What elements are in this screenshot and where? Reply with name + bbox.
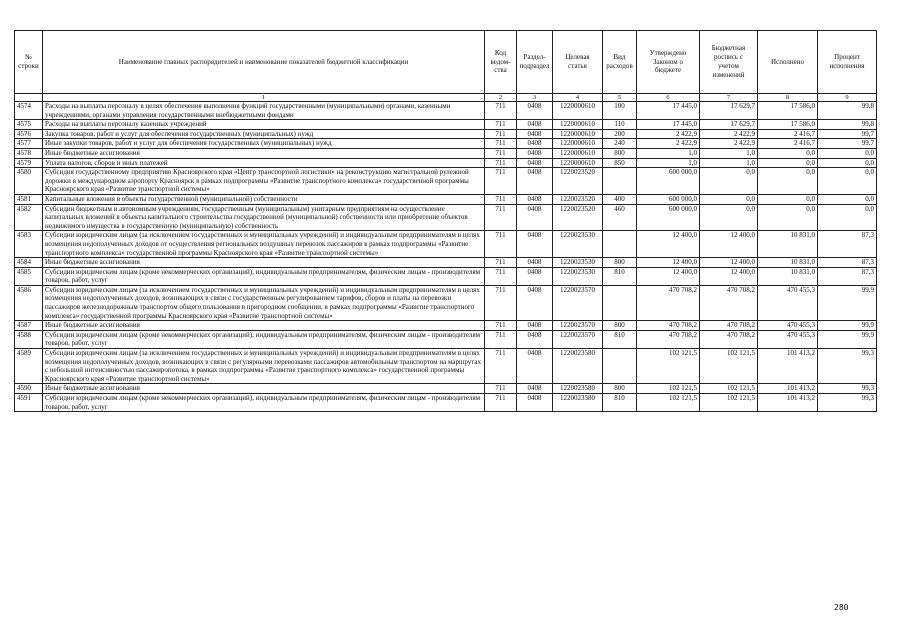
row-approved: 17 445,0	[637, 120, 700, 130]
row-target-article: 1220023530	[553, 231, 603, 258]
table-row	[15, 194, 877, 204]
row-approved: 600 000,0	[637, 194, 700, 204]
row-target-article: 1220023570	[553, 285, 603, 320]
column-number: 2	[485, 94, 517, 102]
row-department-code: 711	[485, 321, 517, 331]
row-number: 4578	[15, 148, 43, 158]
table-row	[15, 120, 877, 130]
row-execution: 0,0	[758, 158, 818, 168]
row-budget-schedule: 0,0	[700, 168, 758, 195]
row-section: 0408	[517, 194, 553, 204]
row-name: Иные бюджетные ассигнования	[43, 384, 485, 394]
row-execution: 17 586,0	[758, 120, 818, 130]
row-budget-schedule: 12 400,0	[700, 258, 758, 268]
row-number: 4577	[15, 139, 43, 149]
row-section: 0408	[517, 168, 553, 195]
row-expense-type: 800	[603, 321, 637, 331]
row-execution: 2 416,7	[758, 129, 818, 139]
row-department-code: 711	[485, 129, 517, 139]
table-row	[15, 139, 877, 149]
row-budget-schedule: 12 400,0	[700, 267, 758, 285]
row-percent: 99,9	[818, 285, 877, 320]
row-execution: 101 413,2	[758, 394, 818, 412]
row-budget-schedule: 470 708,2	[700, 330, 758, 348]
budget-table-page	[14, 30, 877, 412]
row-section: 0408	[517, 129, 553, 139]
row-name: Иные бюджетные ассигнования	[43, 258, 485, 268]
row-target-article: 1220023570	[553, 330, 603, 348]
row-approved: 470 708,2	[637, 285, 700, 320]
row-execution: 0,0	[758, 168, 818, 195]
row-number: 4584	[15, 258, 43, 268]
row-department-code: 711	[485, 102, 517, 120]
row-number: 4579	[15, 158, 43, 168]
row-budget-schedule: 17 629,7	[700, 102, 758, 120]
row-expense-type: 800	[603, 258, 637, 268]
row-execution: 17 586,0	[758, 102, 818, 120]
row-expense-type: 800	[603, 384, 637, 394]
row-execution: 470 455,3	[758, 330, 818, 348]
row-expense-type: 460	[603, 204, 637, 231]
row-budget-schedule: 470 708,2	[700, 321, 758, 331]
row-section: 0408	[517, 330, 553, 348]
row-name: Иные бюджетные ассигнования	[43, 321, 485, 331]
column-number: 9	[818, 94, 877, 102]
row-name: Субсидии юридическим лицам (кроме некоммерческих организаций), индивидуальным предпринимателям, физическим лицам - производителям товаров, работ, услуг	[43, 394, 485, 412]
table-row	[15, 168, 877, 195]
row-expense-type: 810	[603, 267, 637, 285]
row-name: Субсидии юридическим лицам (за исключением государственных и муниципальных учреждений) и индивидуальным предпринимателям в целях возмещения недополученных доходов от осуществления региональных воздушных перевозок пассажиров в рамках подпрограммы «Развитие транспортного комплекса» государственной программы Красноярского края «Развитие транспортной системы»	[43, 231, 485, 258]
column-number: 4	[553, 94, 603, 102]
row-target-article: 1220023580	[553, 384, 603, 394]
table-row	[15, 285, 877, 320]
row-section: 0408	[517, 285, 553, 320]
row-expense-type: 850	[603, 158, 637, 168]
row-execution: 0,0	[758, 148, 818, 158]
row-number: 4586	[15, 285, 43, 320]
col-header-department-code: Код ведом- ства	[485, 31, 517, 94]
row-section: 0408	[517, 120, 553, 130]
row-section: 0408	[517, 394, 553, 412]
row-name: Расходы на выплаты персоналу в целях обеспечения выполнения функций государственными (муниципальными) органами, казенными учреждениями, органами управления государственными внебюджетными фондами	[43, 102, 485, 120]
row-budget-schedule: 102 121,5	[700, 384, 758, 394]
row-execution: 101 413,2	[758, 349, 818, 384]
row-percent: 0,0	[818, 168, 877, 195]
column-number: 3	[517, 94, 553, 102]
row-approved: 470 708,2	[637, 321, 700, 331]
row-approved: 2 422,9	[637, 129, 700, 139]
row-percent: 0,0	[818, 194, 877, 204]
row-section: 0408	[517, 258, 553, 268]
row-target-article: 1220023520	[553, 168, 603, 195]
row-budget-schedule: 0,0	[700, 204, 758, 231]
row-expense-type: 200	[603, 129, 637, 139]
row-section: 0408	[517, 267, 553, 285]
page-number: 280	[834, 603, 849, 612]
row-expense-type: 100	[603, 102, 637, 120]
column-number: 7	[700, 94, 758, 102]
table-row	[15, 394, 877, 412]
row-execution: 2 416,7	[758, 139, 818, 149]
row-percent: 99,8	[818, 102, 877, 120]
row-department-code: 711	[485, 148, 517, 158]
row-section: 0408	[517, 231, 553, 258]
row-approved: 600 000,0	[637, 204, 700, 231]
row-percent: 99,3	[818, 384, 877, 394]
col-header-name: Наименование главных распорядителей и наименование показателей бюджетной классификации	[43, 31, 485, 94]
col-header-approved: Утверждено Законом о бюджете	[637, 31, 700, 94]
row-approved: 102 121,5	[637, 349, 700, 384]
row-percent: 99,3	[818, 394, 877, 412]
row-number: 4588	[15, 330, 43, 348]
row-department-code: 711	[485, 258, 517, 268]
row-target-article: 1220000610	[553, 139, 603, 149]
row-name: Иные бюджетные ассигнования	[43, 148, 485, 158]
row-percent: 99,8	[818, 120, 877, 130]
column-number	[15, 94, 43, 102]
row-section: 0408	[517, 139, 553, 149]
row-budget-schedule: 17 629,7	[700, 120, 758, 130]
row-number: 4585	[15, 267, 43, 285]
row-expense-type: 810	[603, 394, 637, 412]
row-execution: 470 455,3	[758, 321, 818, 331]
column-number: 5	[603, 94, 637, 102]
row-approved: 102 121,5	[637, 384, 700, 394]
row-execution: 10 831,0	[758, 258, 818, 268]
row-section: 0408	[517, 158, 553, 168]
row-name: Закупка товаров, работ и услуг для обеспечения государственных (муниципальных) нужд	[43, 129, 485, 139]
table-row	[15, 204, 877, 231]
row-percent: 87,3	[818, 267, 877, 285]
row-number: 4591	[15, 394, 43, 412]
row-department-code: 711	[485, 330, 517, 348]
row-department-code: 711	[485, 394, 517, 412]
col-header-row-number: № строки	[15, 31, 43, 94]
table-row	[15, 258, 877, 268]
row-execution: 10 831,0	[758, 231, 818, 258]
row-budget-schedule: 102 121,5	[700, 349, 758, 384]
table-row	[15, 384, 877, 394]
row-expense-type	[603, 168, 637, 195]
row-department-code: 711	[485, 267, 517, 285]
row-name: Субсидии юридическим лицам (за исключением государственных и муниципальных учреждений) и индивидуальным предпринимателям в целях возмещения недополученных доходов, возникающих в связи с государственным регулированием тарифов, сборов и платы на перевозки пассажиров железнодорожным транспортом общего пользования в пригородном сообщении, в рамках подпрограммы «Развитие транспортного комплекса» государственной программы Красноярского края «Развитие транспортной системы»	[43, 285, 485, 320]
row-target-article: 1220000610	[553, 158, 603, 168]
col-header-percent: Процент исполнения	[818, 31, 877, 94]
row-name: Субсидии юридическим лицам (кроме некоммерческих организаций), индивидуальным предпринимателям, физическим лицам - производителям товаров, работ, услуг	[43, 267, 485, 285]
row-number: 4590	[15, 384, 43, 394]
row-name: Субсидии юридическим лицам (кроме некоммерческих организаций), индивидуальным предпринимателям, физическим лицам - производителям товаров, работ, услуг	[43, 330, 485, 348]
table-body	[15, 102, 877, 412]
row-name: Уплата налогов, сборов и иных платежей	[43, 158, 485, 168]
row-budget-schedule: 1,0	[700, 148, 758, 158]
row-target-article: 1220000610	[553, 120, 603, 130]
row-target-article: 1220023530	[553, 258, 603, 268]
row-name: Субсидии юридическим лицам (за исключением государственных и муниципальных учреждений) и индивидуальным предпринимателям в целях возмещения недополученных доходов, возникающих в связи с регулярными перевозками пассажиров автомобильным транспортом на маршрутах с небольшой интенсивностью пассажиропотока, в рамках подпрограммы «Развитие транспортного комплекса» государственной программы Красноярского края «Развитие транспортной системы»	[43, 349, 485, 384]
row-section: 0408	[517, 148, 553, 158]
row-approved: 2 422,9	[637, 139, 700, 149]
col-header-section: Раздел- подраздел	[517, 31, 553, 94]
row-approved: 102 121,5	[637, 394, 700, 412]
row-section: 0408	[517, 384, 553, 394]
row-target-article: 1220000610	[553, 148, 603, 158]
row-approved: 12 400,0	[637, 267, 700, 285]
table-row	[15, 231, 877, 258]
row-percent: 0,0	[818, 204, 877, 231]
column-number: 6	[637, 94, 700, 102]
row-number: 4587	[15, 321, 43, 331]
row-budget-schedule: 1,0	[700, 158, 758, 168]
col-header-expense-type: Вид расходов	[603, 31, 637, 94]
row-department-code: 711	[485, 204, 517, 231]
column-number: 8	[758, 94, 818, 102]
row-target-article: 1220023520	[553, 204, 603, 231]
row-approved: 12 400,0	[637, 258, 700, 268]
row-approved: 17 445,0	[637, 102, 700, 120]
row-name: Субсидия государственному предприятию Красноярского края «Центр транспортной логистики» на реконструкцию магистральной рулежной дорожки в международном аэропорту Красноярск в рамках подпрограммы «Развитие транспортного комплекса» государственной программы Красноярского края «Развитие транспортной системы»	[43, 168, 485, 195]
row-expense-type: 400	[603, 194, 637, 204]
row-percent: 99,7	[818, 139, 877, 149]
row-department-code: 711	[485, 231, 517, 258]
row-department-code: 711	[485, 120, 517, 130]
row-expense-type: 810	[603, 330, 637, 348]
table-row	[15, 330, 877, 348]
row-expense-type	[603, 231, 637, 258]
row-percent: 99,9	[818, 321, 877, 331]
row-section: 0408	[517, 102, 553, 120]
row-section: 0408	[517, 321, 553, 331]
row-target-article: 1220023530	[553, 267, 603, 285]
row-approved: 600 000,0	[637, 168, 700, 195]
row-section: 0408	[517, 204, 553, 231]
row-budget-schedule: 2 422,9	[700, 139, 758, 149]
row-department-code: 711	[485, 285, 517, 320]
row-department-code: 711	[485, 158, 517, 168]
table-row	[15, 158, 877, 168]
row-number: 4580	[15, 168, 43, 195]
col-header-target-article: Целевая статья	[553, 31, 603, 94]
row-number: 4583	[15, 231, 43, 258]
row-approved: 12 400,0	[637, 231, 700, 258]
row-name: Иные закупки товаров, работ и услуг для обеспечения государственных (муниципальных) нужд	[43, 139, 485, 149]
table-row	[15, 102, 877, 120]
row-department-code: 711	[485, 194, 517, 204]
row-execution: 101 413,2	[758, 384, 818, 394]
row-percent: 87,3	[818, 231, 877, 258]
row-execution: 0,0	[758, 204, 818, 231]
row-department-code: 711	[485, 168, 517, 195]
row-budget-schedule: 0,0	[700, 194, 758, 204]
row-target-article: 1220023570	[553, 321, 603, 331]
table-row	[15, 267, 877, 285]
row-execution: 470 455,3	[758, 285, 818, 320]
row-number: 4582	[15, 204, 43, 231]
row-expense-type	[603, 349, 637, 384]
column-number: 1	[43, 94, 485, 102]
budget-execution-table	[14, 30, 877, 412]
row-name: Расходы на выплаты персоналу казенных учреждений	[43, 120, 485, 130]
row-budget-schedule: 12 400,0	[700, 231, 758, 258]
row-percent: 87,3	[818, 258, 877, 268]
row-approved: 1,0	[637, 148, 700, 158]
row-name: Капитальные вложения в объекты государственной (муниципальной) собственности	[43, 194, 485, 204]
row-percent: 0,0	[818, 148, 877, 158]
row-budget-schedule: 470 708,2	[700, 285, 758, 320]
row-number: 4581	[15, 194, 43, 204]
row-department-code: 711	[485, 139, 517, 149]
row-expense-type: 110	[603, 120, 637, 130]
row-department-code: 711	[485, 349, 517, 384]
row-number: 4575	[15, 120, 43, 130]
table-row	[15, 349, 877, 384]
row-percent: 0,0	[818, 158, 877, 168]
row-number: 4589	[15, 349, 43, 384]
col-header-budget-schedule: Бюджетная роспись с учетом изменений	[700, 31, 758, 94]
row-budget-schedule: 102 121,5	[700, 394, 758, 412]
table-row	[15, 148, 877, 158]
row-target-article: 1220023520	[553, 194, 603, 204]
row-expense-type: 800	[603, 148, 637, 158]
row-name: Субсидии бюджетным и автономным учреждениям, государственным (муниципальным) унитарным предприятиям на осуществление капитальных вложений в объекты капитального строительства государственной (муниципальной) собственности или приобретение объектов недвижимого имущества в государственную (муниципальную) собственность	[43, 204, 485, 231]
table-header-row	[15, 31, 877, 94]
row-department-code: 711	[485, 384, 517, 394]
table-row	[15, 321, 877, 331]
table-row	[15, 129, 877, 139]
row-execution: 0,0	[758, 194, 818, 204]
col-header-execution: Исполнено	[758, 31, 818, 94]
row-target-article: 1220023580	[553, 394, 603, 412]
row-number: 4574	[15, 102, 43, 120]
row-target-article: 1220023580	[553, 349, 603, 384]
row-approved: 1,0	[637, 158, 700, 168]
row-budget-schedule: 2 422,9	[700, 129, 758, 139]
row-target-article: 1220000610	[553, 129, 603, 139]
row-expense-type: 240	[603, 139, 637, 149]
row-percent: 99,9	[818, 330, 877, 348]
row-percent: 99,7	[818, 129, 877, 139]
row-percent: 99,3	[818, 349, 877, 384]
row-section: 0408	[517, 349, 553, 384]
column-number-row	[15, 94, 877, 102]
row-target-article: 1220000610	[553, 102, 603, 120]
row-execution: 10 831,0	[758, 267, 818, 285]
row-approved: 470 708,2	[637, 330, 700, 348]
row-expense-type	[603, 285, 637, 320]
row-number: 4576	[15, 129, 43, 139]
